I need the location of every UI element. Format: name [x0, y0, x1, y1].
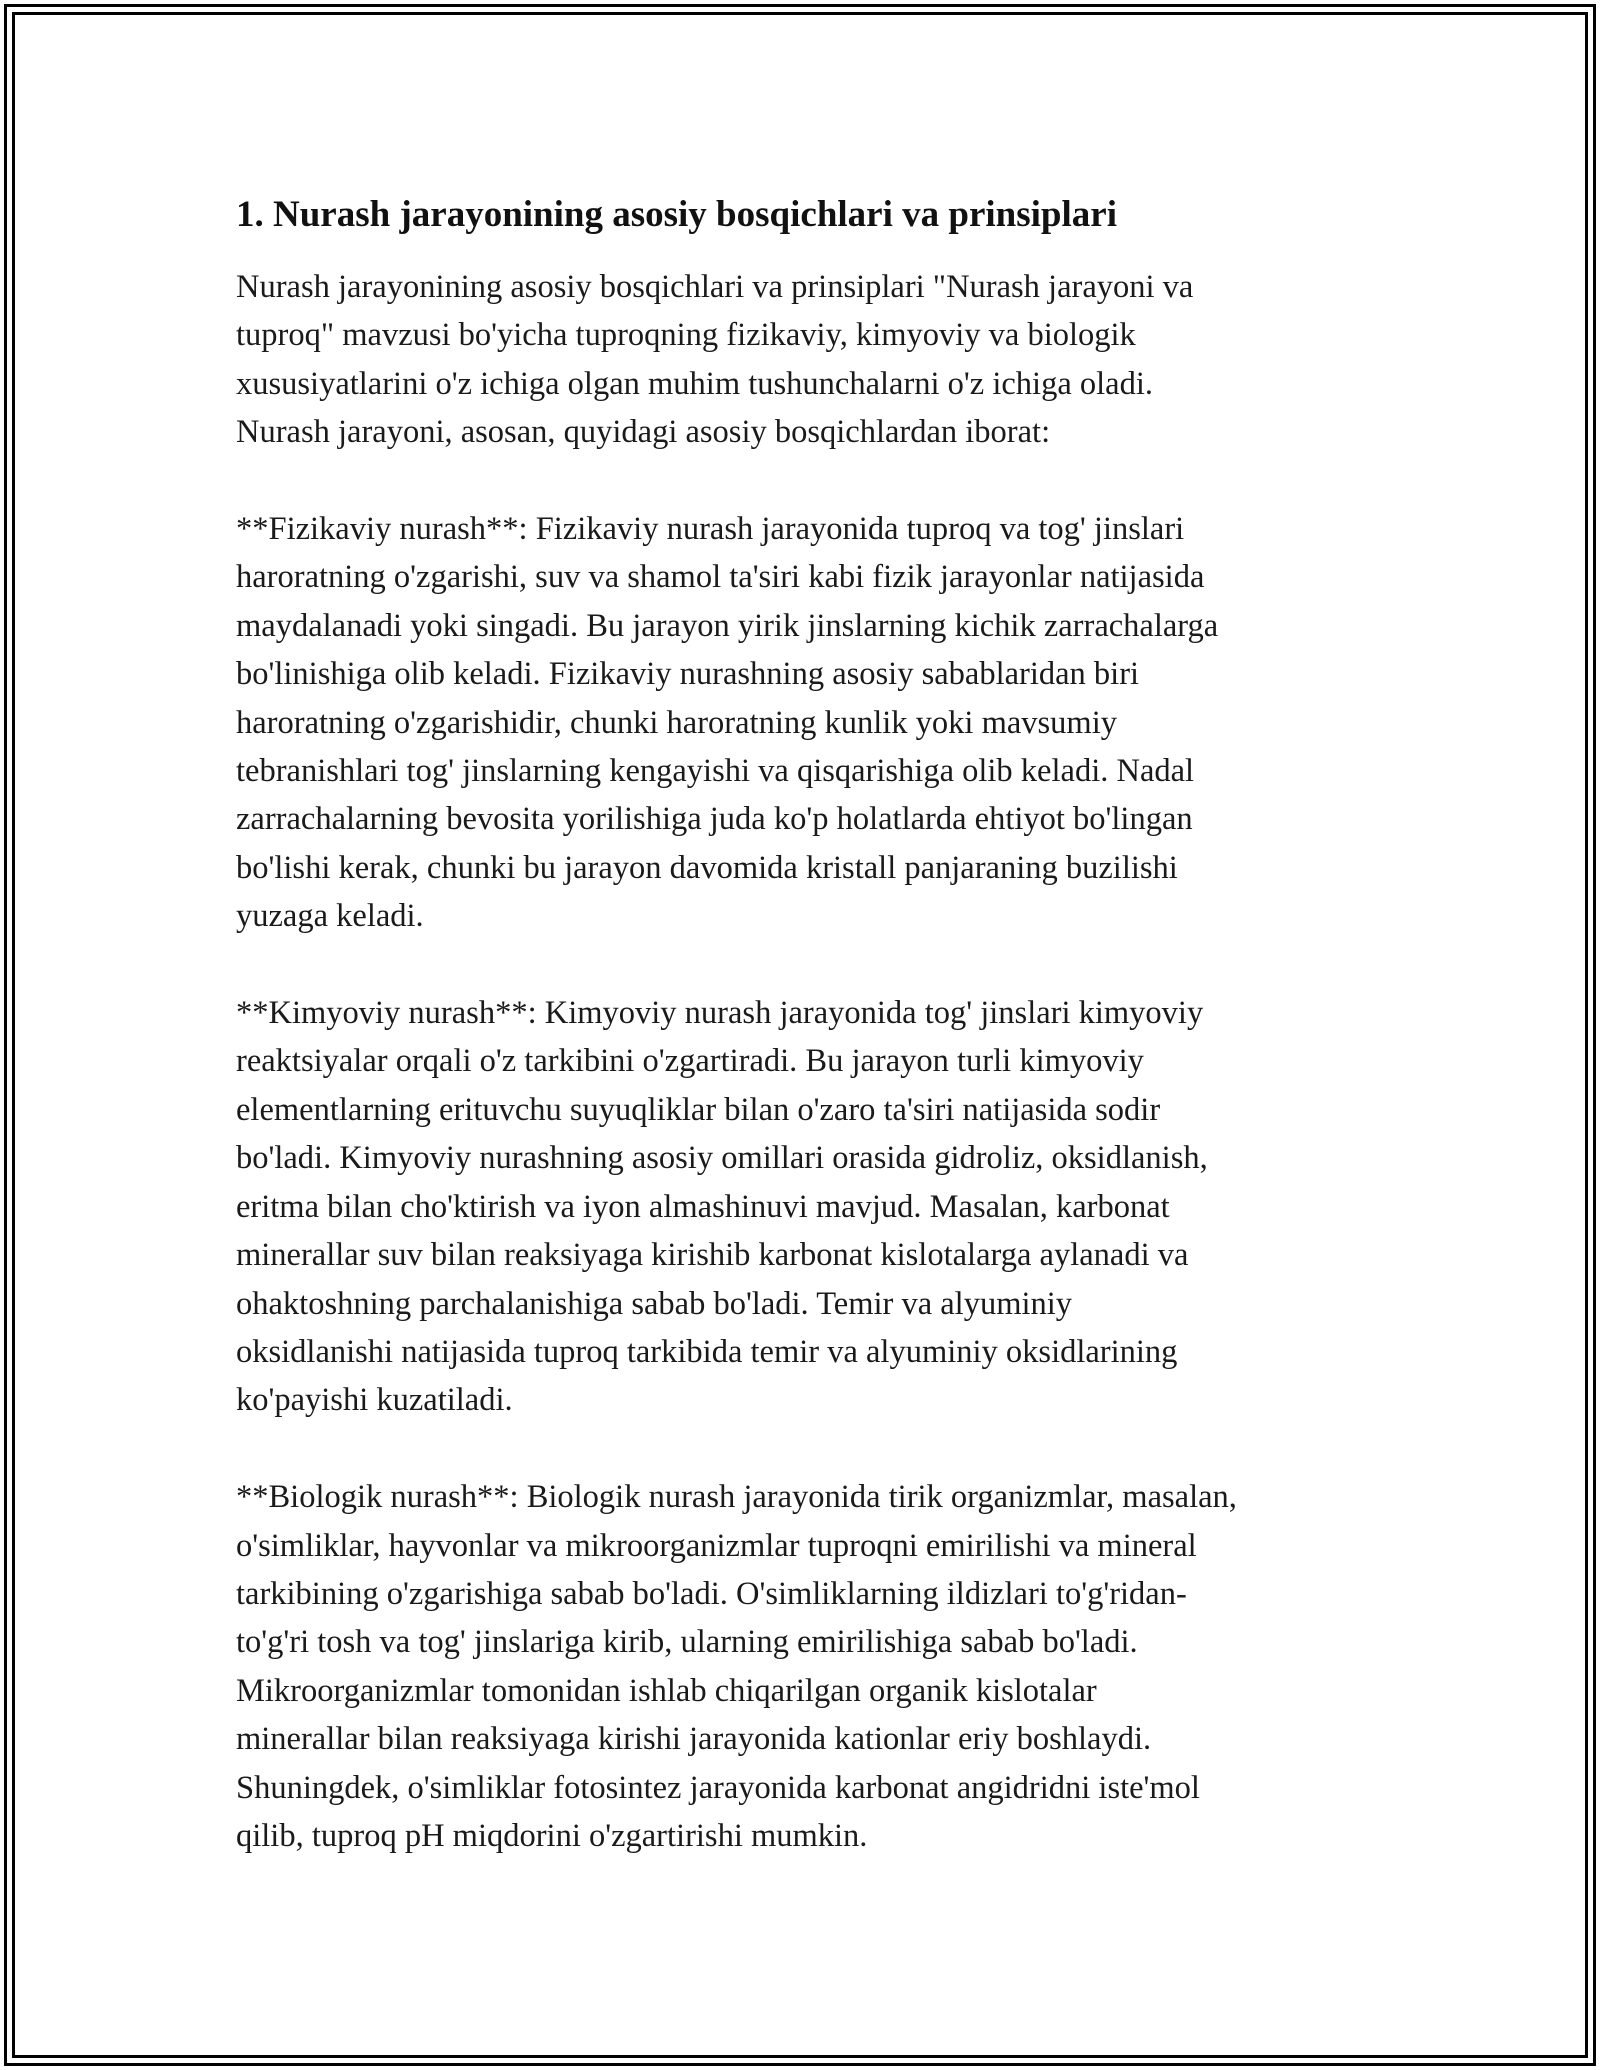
- section-heading: 1. Nurash jarayonining asosiy bosqichlari va prinsiplari: [236, 194, 1117, 235]
- document-body: [236, 185, 1386, 1909]
- chemical-weathering-paragraph: **Kimyoviy nurash**: Kimyoviy nurash jarayonida tog' jinslari kimyoviy reaktsiyalar orqali o'z tarkibini o'zgartiradi. Bu jarayon turli kimyoviy elementlarning erituvchu suyuqliklar bilan o'zaro ta'siri natijasida sodir bo'ladi. Kimyoviy nurashning asosiy omillari orasida gidroliz, oksidlanish, eritma bilan cho'ktirish va iyon almashinuvi mavjud. Masalan, karbonat minerallar suv bilan reaksiyaga kirishib karbonat kislotalarga aylanadi va ohaktoshning parchalanishiga sabab bo'ladi. Temir va alyuminiy oksidlanishi natijasida tuproq tarkibida temir va alyuminiy oksidlarining ko'payishi kuzatiladi.: [236, 995, 1208, 1419]
- biological-weathering-paragraph: **Biologik nurash**: Biologik nurash jarayonida tirik organizmlar, masalan, o'simliklar, hayvonlar va mikroorganizmlar tuproqni emirilishi va mineral tarkibining o'zgarishiga sabab bo'ladi. O'simliklarning ildizlari to'g'ridan- to'g'ri tosh va tog' jinslariga kirib, ularning emirilishiga sabab bo'ladi. Mikroorganizmlar tomonidan ishlab chiqarilgan organik kislotalar minerallar bilan reaksiyaga kirishi jarayonida kationlar eriy boshlaydi. Shuningdek, o'simliklar fotosintez jarayonida karbonat angidridni iste'mol qilib, tuproq pH miqdorini o'zgartirishi mumkin.: [236, 1479, 1237, 1854]
- intro-paragraph: Nurash jarayonining asosiy bosqichlari va prinsiplari "Nurash jarayoni va tuproq" mavzusi bo'yicha tuproqning fizikaviy, kimyoviy va biologik xususiyatlarini o'z ichiga olgan muhim tushunchalarni o'z ichiga oladi. Nurash jarayoni, asosan, quyidagi asosiy bosqichlardan iborat:: [236, 269, 1194, 451]
- physical-weathering-paragraph: **Fizikaviy nurash**: Fizikaviy nurash jarayonida tuproq va tog' jinslari haroratning o'zgarishi, suv va shamol ta'siri kabi fizik jarayonlar natijasida maydalanadi yoki singadi. Bu jarayon yirik jinslarning kichik zarrachalarga bo'linishiga olib keladi. Fizikaviy nurashning asosiy sabablaridan biri haroratning o'zgarishidir, chunki haroratning kunlik yoki mavsumiy tebranishlari tog' jinslarning kengayishi va qisqarishiga olib keladi. Nadal zarrachalarning bevosita yorilishiga juda ko'p holatlarda ehtiyot bo'lingan bo'lishi kerak, chunki bu jarayon davomida kristall panjaraning buzilishi yuzaga keladi.: [236, 511, 1219, 935]
